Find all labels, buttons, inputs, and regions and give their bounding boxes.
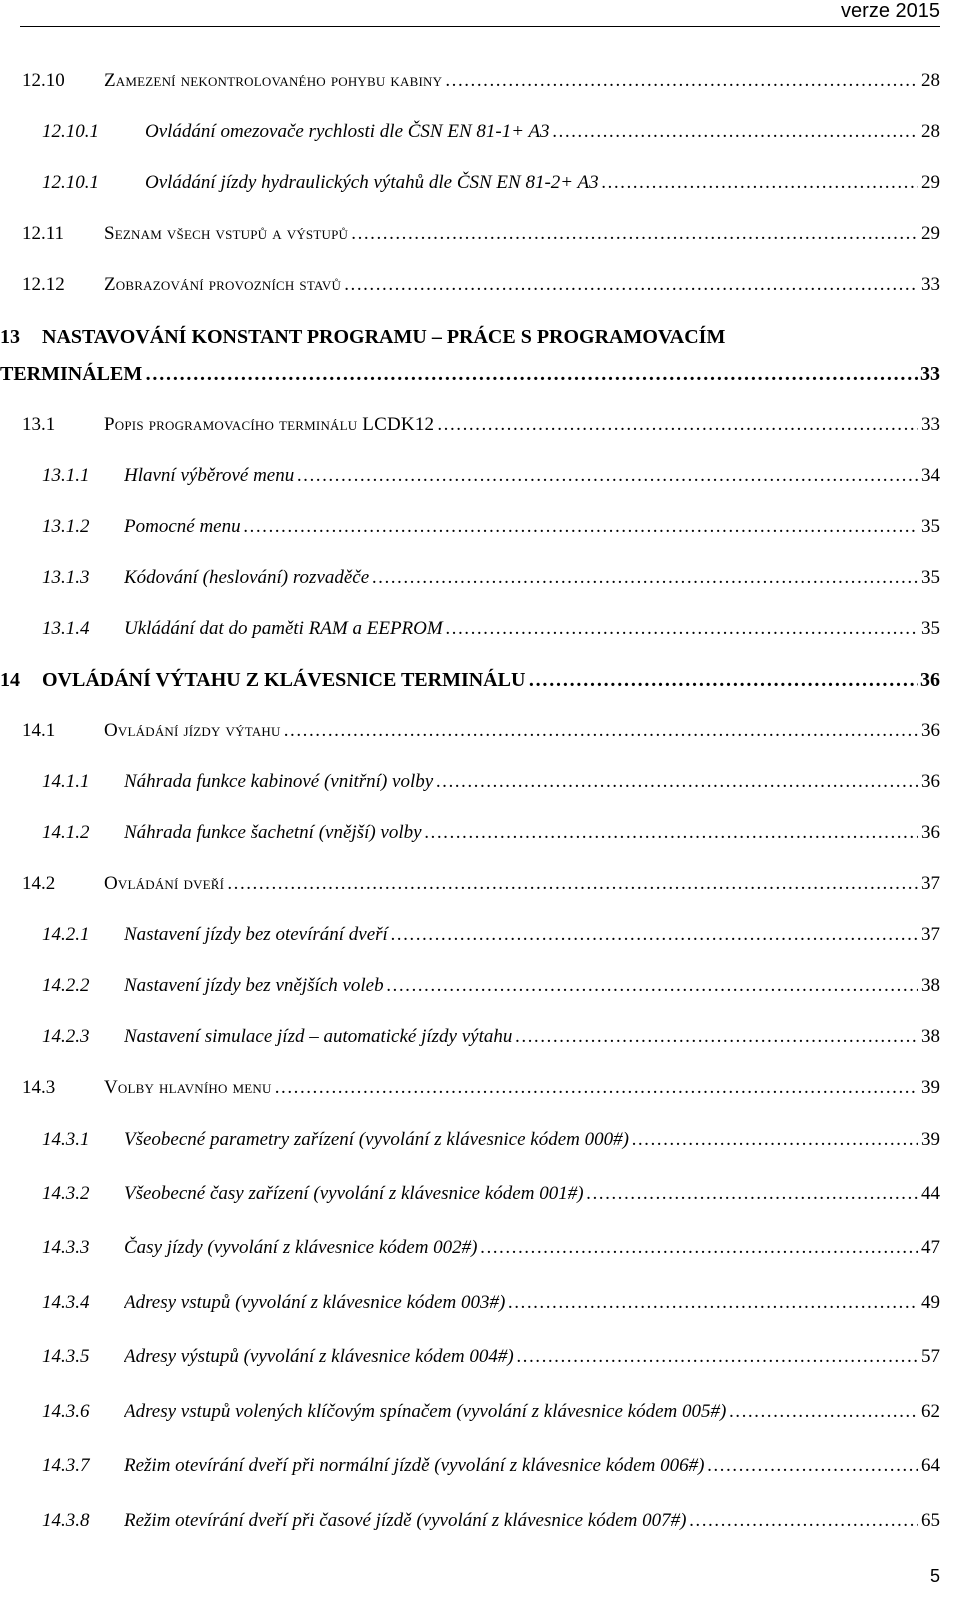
- toc-entry-page: 34: [921, 465, 940, 486]
- toc-entry-number: 13.1.1: [42, 465, 90, 486]
- toc-entry[interactable]: [0, 218, 960, 250]
- toc-entry[interactable]: [0, 1287, 960, 1319]
- toc-entry-number: 14.3.1: [42, 1129, 90, 1150]
- toc-entry[interactable]: [0, 970, 960, 1002]
- toc-entry-title: Náhrada funkce kabinové (vnitřní) volby . . .: [124, 766, 918, 798]
- toc-entry-page: 36: [921, 822, 940, 843]
- toc-entry-page: 29: [921, 223, 940, 244]
- toc-entry-title: Volby hlavního menu . . .: [104, 1072, 918, 1104]
- toc-entry[interactable]: [0, 167, 960, 199]
- toc-entry-page: 33: [920, 363, 940, 385]
- toc-entry-title: Všeobecné časy zařízení (vyvolání z klávesnice kódem 001#) . . .: [124, 1178, 918, 1210]
- toc-entry-page: 35: [921, 516, 940, 537]
- toc-entry-number: 14.2: [22, 873, 56, 894]
- toc-entry-page: 35: [921, 567, 940, 588]
- toc-entry-number: 14.1.2: [42, 822, 90, 843]
- toc-entry-number: 14.3: [22, 1077, 56, 1098]
- toc-entry-number: 14.2.3: [42, 1026, 90, 1047]
- toc-entry[interactable]: [0, 715, 960, 747]
- toc-entry-page: 39: [921, 1129, 940, 1150]
- toc-entry-number: 14.3.5: [42, 1346, 90, 1367]
- toc-entry-number: 14.2.1: [42, 924, 90, 945]
- toc-entry[interactable]: [0, 1124, 960, 1156]
- toc-entry-number: 14.2.2: [42, 975, 90, 996]
- toc-entry[interactable]: [0, 613, 960, 645]
- toc-entry-number: 12.12: [22, 274, 65, 295]
- toc-entry-title: Nastavení jízdy bez vnějších voleb . . .: [124, 970, 918, 1002]
- toc-entry-title: Ovládání jízdy hydraulických výtahů dle ČSN EN 81-2+ A3 . . .: [145, 167, 918, 199]
- toc-entry-page: 62: [921, 1401, 940, 1422]
- toc-entry[interactable]: [0, 409, 960, 441]
- toc-entry-number: 13.1.3: [42, 567, 90, 588]
- toc-entry-title: Adresy vstupů (vyvolání z klávesnice kódem 003#) . . .: [124, 1287, 918, 1319]
- toc-entry-page: 29: [921, 172, 940, 193]
- toc-entry[interactable]: [0, 919, 960, 951]
- toc-entry-number: 14: [0, 669, 20, 691]
- toc-entry-page: 38: [921, 975, 940, 996]
- toc-entry-number: 14.3.7: [42, 1455, 90, 1476]
- toc-entry-number: 12.11: [22, 223, 65, 244]
- toc-entry-page: 37: [921, 924, 940, 945]
- toc-entry-number: 14.1: [22, 720, 56, 741]
- toc-entry-number: 14.3.6: [42, 1401, 90, 1422]
- toc-entry-title: Pomocné menu . . .: [124, 511, 918, 543]
- toc-entry-number: 13: [0, 326, 20, 348]
- toc-entry-title: Nastavení jízdy bez otevírání dveří . . .: [124, 919, 918, 951]
- toc-entry[interactable]: [0, 460, 960, 492]
- toc-entry[interactable]: [0, 1232, 960, 1264]
- toc-entry-page: 64: [921, 1455, 940, 1476]
- toc-entry-title: Kódování (heslování) rozvaděče . . .: [124, 562, 918, 594]
- toc-entry-title: Všeobecné parametry zařízení (vyvolání z klávesnice kódem 000#) . . .: [124, 1124, 918, 1156]
- toc-entry-page: 33: [921, 414, 940, 435]
- toc-entry-title: Adresy vstupů volených klíčovým spínačem (vyvolání z klávesnice kódem 005#) . . .: [124, 1396, 918, 1428]
- toc-entry[interactable]: [0, 664, 960, 696]
- toc-entry-page: 35: [921, 618, 940, 639]
- toc-entry-page: 44: [921, 1183, 940, 1204]
- toc-entry-page: 33: [921, 274, 940, 295]
- toc-entry-page: 39: [921, 1077, 940, 1098]
- toc-entry[interactable]: [0, 1072, 960, 1104]
- toc-entry-title: Seznam všech vstupů a výstupů . . .: [104, 218, 918, 250]
- toc-entry-number: 14.3.2: [42, 1183, 90, 1204]
- toc-entry[interactable]: [0, 562, 960, 594]
- toc-entry-title: Ovládání dveří . . .: [104, 868, 918, 900]
- toc-entry-page: 37: [921, 873, 940, 894]
- toc-entry[interactable]: [0, 766, 960, 798]
- toc-entry-title: Ovládání jízdy výtahu . . .: [104, 715, 918, 747]
- toc-entry-title: Režim otevírání dveří při časové jízdě (vyvolání z klávesnice kódem 007#) . . .: [124, 1505, 918, 1537]
- toc-entry-title: Ukládání dat do paměti RAM a EEPROM . . .: [124, 613, 918, 645]
- toc-entry-title: OVLÁDÁNÍ VÝTAHU Z KLÁVESNICE TERMINÁLU . . .: [42, 664, 918, 696]
- toc-entry[interactable]: [0, 321, 960, 353]
- toc-entry-number: 13.1.2: [42, 516, 90, 537]
- toc-entry[interactable]: [0, 116, 960, 148]
- toc-entry-number: 14.3.8: [42, 1510, 90, 1531]
- toc-entry-page: 38: [921, 1026, 940, 1047]
- toc-entry-number: 12.10.1: [42, 172, 99, 193]
- toc-entry-page: 65: [921, 1510, 940, 1531]
- toc-entry-title: Nastavení simulace jízd – automatické jízdy výtahu . . .: [124, 1021, 918, 1053]
- toc-entry[interactable]: [0, 817, 960, 849]
- toc-entry-number: 13.1: [22, 414, 56, 435]
- toc-entry[interactable]: [0, 65, 960, 97]
- toc-entry-page: 36: [920, 669, 940, 691]
- toc-entry-title: Režim otevírání dveří při normální jízdě (vyvolání z klávesnice kódem 006#) . . .: [124, 1450, 918, 1482]
- toc-entry-number: 12.10.1: [42, 121, 99, 142]
- toc-entry-page: 57: [921, 1346, 940, 1367]
- toc-entry[interactable]: [0, 1396, 960, 1428]
- toc-entry-title: Hlavní výběrové menu . . .: [124, 460, 918, 492]
- toc-entry-title: Náhrada funkce šachetní (vnější) volby . . .: [124, 817, 918, 849]
- toc-entry-page: 28: [921, 70, 940, 91]
- toc-entry-title: Časy jízdy (vyvolání z klávesnice kódem 002#) . . .: [124, 1232, 918, 1264]
- toc-entry[interactable]: [0, 1505, 960, 1537]
- toc-entry-number: 14.3.3: [42, 1237, 90, 1258]
- toc-entry-title: Ovládání omezovače rychlosti dle ČSN EN 81-1+ A3 . . .: [145, 116, 918, 148]
- toc-entry[interactable]: [0, 358, 960, 390]
- toc-entry-title: Zamezení nekontrolovaného pohybu kabiny . . .: [104, 65, 918, 97]
- toc-entry[interactable]: [0, 269, 960, 301]
- toc-entry-number: 14.1.1: [42, 771, 90, 792]
- toc-entry-page: 49: [921, 1292, 940, 1313]
- version-header: verze 2015: [841, 0, 940, 22]
- toc-entry[interactable]: [0, 1178, 960, 1210]
- toc-entry-number: 13.1.4: [42, 618, 90, 639]
- toc-entry-number: 14.3.4: [42, 1292, 90, 1313]
- toc-entry-page: 36: [921, 771, 940, 792]
- toc-entry-number: 12.10: [22, 70, 65, 91]
- toc-entry[interactable]: [0, 1341, 960, 1373]
- toc-entry-page: 28: [921, 121, 940, 142]
- toc-entry-title: Zobrazování provozních stavů . . .: [104, 269, 918, 301]
- toc-entry-title: NASTAVOVÁNÍ KONSTANT PROGRAMU – PRÁCE S PROGRAMOVACÍM: [42, 326, 726, 348]
- toc-entry-title: Popis programovacího terminálu LCDK12 . . .: [104, 409, 918, 441]
- toc-entry[interactable]: [0, 1021, 960, 1053]
- toc-entry-page: 36: [921, 720, 940, 741]
- header-rule: [20, 26, 940, 27]
- toc-entry[interactable]: [0, 511, 960, 543]
- toc-entry[interactable]: [0, 1450, 960, 1482]
- toc-entry-title: Adresy výstupů (vyvolání z klávesnice kódem 004#) . . .: [124, 1341, 918, 1373]
- toc-entry-page: 47: [921, 1237, 940, 1258]
- toc-entry-title: TERMINÁLEM . . .: [0, 358, 918, 390]
- toc-entry[interactable]: [0, 868, 960, 900]
- page-number: 5: [929, 1566, 940, 1586]
